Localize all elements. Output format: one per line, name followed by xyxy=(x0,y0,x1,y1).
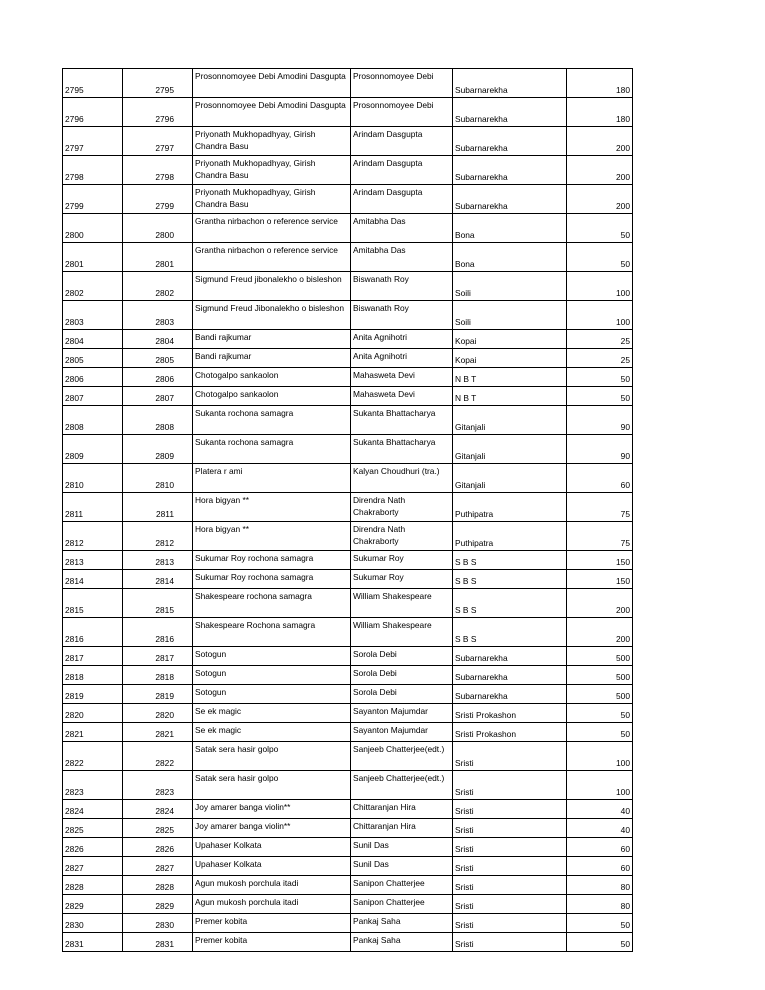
publisher-cell: Sristi Prokashon xyxy=(453,704,567,723)
book-title-cell: Sotogun xyxy=(193,647,351,666)
book-title-cell: Sukumar Roy rochona samagra xyxy=(193,570,351,589)
book-title-cell: Joy amarer banga violin** xyxy=(193,800,351,819)
book-title-cell: Sotogun xyxy=(193,666,351,685)
publisher-cell: Subarnarekha xyxy=(453,98,567,127)
serial-number-cell: 2826 xyxy=(63,838,123,857)
serial-number-cell: 2797 xyxy=(63,127,123,156)
publisher-cell: Sristi xyxy=(453,933,567,952)
accession-number-cell: 2831 xyxy=(123,933,193,952)
author-cell: Sanjeeb Chatterjee(edt.) xyxy=(351,771,453,800)
publisher-cell: Subarnarekha xyxy=(453,685,567,704)
price-cell: 100 xyxy=(567,301,633,330)
table-row xyxy=(63,127,633,156)
book-title-cell: Grantha nirbachon o reference service xyxy=(193,214,351,243)
table-row xyxy=(63,914,633,933)
book-title-cell: Prosonnomoyee Debi Amodini Dasgupta xyxy=(193,98,351,127)
publisher-cell: Subarnarekha xyxy=(453,647,567,666)
price-cell: 50 xyxy=(567,723,633,742)
accession-number-cell: 2827 xyxy=(123,857,193,876)
book-title-cell: Upahaser Kolkata xyxy=(193,857,351,876)
price-cell: 500 xyxy=(567,685,633,704)
book-title-cell: Joy amarer banga violin** xyxy=(193,819,351,838)
price-cell: 200 xyxy=(567,618,633,647)
accession-number-cell: 2830 xyxy=(123,914,193,933)
serial-number-cell: 2816 xyxy=(63,618,123,647)
price-cell: 90 xyxy=(567,406,633,435)
price-cell: 60 xyxy=(567,838,633,857)
author-cell: Pankaj Saha xyxy=(351,914,453,933)
serial-number-cell: 2802 xyxy=(63,272,123,301)
price-cell: 40 xyxy=(567,800,633,819)
author-cell: William Shakespeare xyxy=(351,589,453,618)
accession-number-cell: 2813 xyxy=(123,551,193,570)
publisher-cell: Sristi xyxy=(453,819,567,838)
serial-number-cell: 2804 xyxy=(63,330,123,349)
table-row xyxy=(63,243,633,272)
author-cell: Arindam Dasgupta xyxy=(351,127,453,156)
serial-number-cell: 2815 xyxy=(63,589,123,618)
book-title-cell: Prosonnomoyee Debi Amodini Dasgupta xyxy=(193,69,351,98)
accession-number-cell: 2804 xyxy=(123,330,193,349)
author-cell: Prosonnomoyee Debi xyxy=(351,69,453,98)
accession-number-cell: 2801 xyxy=(123,243,193,272)
serial-number-cell: 2831 xyxy=(63,933,123,952)
price-cell: 90 xyxy=(567,435,633,464)
serial-number-cell: 2812 xyxy=(63,522,123,551)
serial-number-cell: 2803 xyxy=(63,301,123,330)
serial-number-cell: 2796 xyxy=(63,98,123,127)
accession-number-cell: 2826 xyxy=(123,838,193,857)
book-title-cell: Priyonath Mukhopadhyay, Girish Chandra Basu xyxy=(193,127,351,156)
author-cell: Sayanton Majumdar xyxy=(351,704,453,723)
publisher-cell: Subarnarekha xyxy=(453,127,567,156)
publisher-cell: Sristi xyxy=(453,771,567,800)
author-cell: Sukanta Bhattacharya xyxy=(351,406,453,435)
price-cell: 50 xyxy=(567,914,633,933)
table-row xyxy=(63,349,633,368)
price-cell: 50 xyxy=(567,387,633,406)
author-cell: Prosonnomoyee Debi xyxy=(351,98,453,127)
price-cell: 500 xyxy=(567,647,633,666)
publisher-cell: Subarnarekha xyxy=(453,156,567,185)
book-list-table xyxy=(62,68,633,952)
price-cell: 200 xyxy=(567,589,633,618)
price-cell: 500 xyxy=(567,666,633,685)
publisher-cell: Sristi xyxy=(453,914,567,933)
serial-number-cell: 2811 xyxy=(63,493,123,522)
table-row xyxy=(63,522,633,551)
serial-number-cell: 2819 xyxy=(63,685,123,704)
serial-number-cell: 2829 xyxy=(63,895,123,914)
price-cell: 80 xyxy=(567,895,633,914)
table-row xyxy=(63,301,633,330)
table-row xyxy=(63,723,633,742)
price-cell: 25 xyxy=(567,330,633,349)
book-title-cell: Premer kobita xyxy=(193,933,351,952)
book-title-cell: Bandi rajkumar xyxy=(193,330,351,349)
author-cell: Sukumar Roy xyxy=(351,551,453,570)
accession-number-cell: 2798 xyxy=(123,156,193,185)
publisher-cell: N B T xyxy=(453,368,567,387)
author-cell: Sorola Debi xyxy=(351,685,453,704)
accession-number-cell: 2797 xyxy=(123,127,193,156)
accession-number-cell: 2808 xyxy=(123,406,193,435)
price-cell: 200 xyxy=(567,156,633,185)
publisher-cell: S B S xyxy=(453,589,567,618)
serial-number-cell: 2820 xyxy=(63,704,123,723)
accession-number-cell: 2811 xyxy=(123,493,193,522)
serial-number-cell: 2805 xyxy=(63,349,123,368)
publisher-cell: Sristi xyxy=(453,838,567,857)
table-row xyxy=(63,406,633,435)
table-row xyxy=(63,647,633,666)
table-row xyxy=(63,838,633,857)
author-cell: Sayanton Majumdar xyxy=(351,723,453,742)
publisher-cell: Gitanjali xyxy=(453,464,567,493)
price-cell: 180 xyxy=(567,69,633,98)
serial-number-cell: 2818 xyxy=(63,666,123,685)
table-row xyxy=(63,69,633,98)
table-row xyxy=(63,771,633,800)
author-cell: Mahasweta Devi xyxy=(351,368,453,387)
accession-number-cell: 2803 xyxy=(123,301,193,330)
accession-number-cell: 2806 xyxy=(123,368,193,387)
serial-number-cell: 2808 xyxy=(63,406,123,435)
publisher-cell: Puthipatra xyxy=(453,493,567,522)
price-cell: 100 xyxy=(567,272,633,301)
author-cell: William Shakespeare xyxy=(351,618,453,647)
price-cell: 150 xyxy=(567,551,633,570)
author-cell: Amitabha Das xyxy=(351,214,453,243)
accession-number-cell: 2829 xyxy=(123,895,193,914)
accession-number-cell: 2819 xyxy=(123,685,193,704)
price-cell: 180 xyxy=(567,98,633,127)
book-title-cell: Agun mukosh porchula itadi xyxy=(193,876,351,895)
author-cell: Biswanath Roy xyxy=(351,272,453,301)
price-cell: 50 xyxy=(567,243,633,272)
price-cell: 25 xyxy=(567,349,633,368)
book-title-cell: Se ek magic xyxy=(193,723,351,742)
author-cell: Sukanta Bhattacharya xyxy=(351,435,453,464)
author-cell: Direndra Nath Chakraborty xyxy=(351,493,453,522)
book-title-cell: Priyonath Mukhopadhyay, Girish Chandra Basu xyxy=(193,185,351,214)
price-cell: 200 xyxy=(567,127,633,156)
table-row xyxy=(63,387,633,406)
table-row xyxy=(63,330,633,349)
accession-number-cell: 2816 xyxy=(123,618,193,647)
serial-number-cell: 2813 xyxy=(63,551,123,570)
accession-number-cell: 2796 xyxy=(123,98,193,127)
book-title-cell: Chotogalpo sankaolon xyxy=(193,368,351,387)
accession-number-cell: 2814 xyxy=(123,570,193,589)
book-title-cell: Se ek magic xyxy=(193,704,351,723)
publisher-cell: Subarnarekha xyxy=(453,69,567,98)
publisher-cell: S B S xyxy=(453,551,567,570)
table-row xyxy=(63,272,633,301)
serial-number-cell: 2806 xyxy=(63,368,123,387)
table-row xyxy=(63,368,633,387)
accession-number-cell: 2822 xyxy=(123,742,193,771)
author-cell: Chittaranjan Hira xyxy=(351,800,453,819)
table-body xyxy=(63,69,633,952)
accession-number-cell: 2799 xyxy=(123,185,193,214)
book-title-cell: Shakespeare rochona samagra xyxy=(193,589,351,618)
author-cell: Mahasweta Devi xyxy=(351,387,453,406)
serial-number-cell: 2795 xyxy=(63,69,123,98)
price-cell: 50 xyxy=(567,704,633,723)
serial-number-cell: 2798 xyxy=(63,156,123,185)
publisher-cell: Sristi xyxy=(453,800,567,819)
book-title-cell: Priyonath Mukhopadhyay, Girish Chandra Basu xyxy=(193,156,351,185)
table-row xyxy=(63,464,633,493)
price-cell: 100 xyxy=(567,742,633,771)
accession-number-cell: 2807 xyxy=(123,387,193,406)
price-cell: 100 xyxy=(567,771,633,800)
price-cell: 75 xyxy=(567,493,633,522)
accession-number-cell: 2825 xyxy=(123,819,193,838)
price-cell: 50 xyxy=(567,368,633,387)
publisher-cell: Kopai xyxy=(453,330,567,349)
publisher-cell: Gitanjali xyxy=(453,406,567,435)
table-row xyxy=(63,666,633,685)
accession-number-cell: 2818 xyxy=(123,666,193,685)
serial-number-cell: 2825 xyxy=(63,819,123,838)
accession-number-cell: 2795 xyxy=(123,69,193,98)
serial-number-cell: 2810 xyxy=(63,464,123,493)
author-cell: Sunil Das xyxy=(351,857,453,876)
publisher-cell: Sristi xyxy=(453,857,567,876)
price-cell: 50 xyxy=(567,933,633,952)
serial-number-cell: 2830 xyxy=(63,914,123,933)
price-cell: 60 xyxy=(567,857,633,876)
publisher-cell: N B T xyxy=(453,387,567,406)
serial-number-cell: 2828 xyxy=(63,876,123,895)
accession-number-cell: 2823 xyxy=(123,771,193,800)
accession-number-cell: 2805 xyxy=(123,349,193,368)
serial-number-cell: 2807 xyxy=(63,387,123,406)
price-cell: 40 xyxy=(567,819,633,838)
price-cell: 60 xyxy=(567,464,633,493)
book-title-cell: Chotogalpo sankaolon xyxy=(193,387,351,406)
table-row xyxy=(63,214,633,243)
author-cell: Sanjeeb Chatterjee(edt.) xyxy=(351,742,453,771)
table-row xyxy=(63,98,633,127)
table-row xyxy=(63,185,633,214)
book-title-cell: Shakespeare Rochona samagra xyxy=(193,618,351,647)
book-title-cell: Hora bigyan ** xyxy=(193,493,351,522)
serial-number-cell: 2822 xyxy=(63,742,123,771)
publisher-cell: Kopai xyxy=(453,349,567,368)
table-row xyxy=(63,493,633,522)
author-cell: Sanipon Chatterjee xyxy=(351,876,453,895)
table-row xyxy=(63,800,633,819)
price-cell: 80 xyxy=(567,876,633,895)
accession-number-cell: 2809 xyxy=(123,435,193,464)
author-cell: Biswanath Roy xyxy=(351,301,453,330)
book-title-cell: Sotogun xyxy=(193,685,351,704)
accession-number-cell: 2810 xyxy=(123,464,193,493)
serial-number-cell: 2809 xyxy=(63,435,123,464)
author-cell: Sorola Debi xyxy=(351,666,453,685)
author-cell: Anita Agnihotri xyxy=(351,330,453,349)
table-row xyxy=(63,895,633,914)
publisher-cell: Sristi xyxy=(453,895,567,914)
serial-number-cell: 2817 xyxy=(63,647,123,666)
table-row xyxy=(63,570,633,589)
publisher-cell: Sristi xyxy=(453,742,567,771)
publisher-cell: S B S xyxy=(453,618,567,647)
accession-number-cell: 2817 xyxy=(123,647,193,666)
book-title-cell: Satak sera hasir golpo xyxy=(193,771,351,800)
serial-number-cell: 2814 xyxy=(63,570,123,589)
book-title-cell: Grantha nirbachon o reference service xyxy=(193,243,351,272)
author-cell: Sanipon Chatterjee xyxy=(351,895,453,914)
publisher-cell: Soili xyxy=(453,301,567,330)
author-cell: Chittaranjan Hira xyxy=(351,819,453,838)
publisher-cell: S B S xyxy=(453,570,567,589)
book-title-cell: Platera r ami xyxy=(193,464,351,493)
publisher-cell: Bona xyxy=(453,214,567,243)
publisher-cell: Puthipatra xyxy=(453,522,567,551)
accession-number-cell: 2820 xyxy=(123,704,193,723)
table-row xyxy=(63,857,633,876)
serial-number-cell: 2824 xyxy=(63,800,123,819)
price-cell: 75 xyxy=(567,522,633,551)
author-cell: Direndra Nath Chakraborty xyxy=(351,522,453,551)
accession-number-cell: 2828 xyxy=(123,876,193,895)
book-title-cell: Premer kobita xyxy=(193,914,351,933)
table-row xyxy=(63,819,633,838)
publisher-cell: Gitanjali xyxy=(453,435,567,464)
table-row xyxy=(63,876,633,895)
price-cell: 150 xyxy=(567,570,633,589)
table-row xyxy=(63,933,633,952)
author-cell: Amitabha Das xyxy=(351,243,453,272)
book-title-cell: Sukumar Roy rochona samagra xyxy=(193,551,351,570)
author-cell: Sunil Das xyxy=(351,838,453,857)
publisher-cell: Subarnarekha xyxy=(453,185,567,214)
accession-number-cell: 2812 xyxy=(123,522,193,551)
serial-number-cell: 2823 xyxy=(63,771,123,800)
serial-number-cell: 2801 xyxy=(63,243,123,272)
serial-number-cell: 2821 xyxy=(63,723,123,742)
table-row xyxy=(63,704,633,723)
table-row xyxy=(63,156,633,185)
accession-number-cell: 2802 xyxy=(123,272,193,301)
serial-number-cell: 2827 xyxy=(63,857,123,876)
author-cell: Sukumar Roy xyxy=(351,570,453,589)
serial-number-cell: 2800 xyxy=(63,214,123,243)
book-title-cell: Hora bigyan ** xyxy=(193,522,351,551)
table-row xyxy=(63,742,633,771)
publisher-cell: Sristi Prokashon xyxy=(453,723,567,742)
publisher-cell: Subarnarekha xyxy=(453,666,567,685)
price-cell: 50 xyxy=(567,214,633,243)
book-title-cell: Sigmund Freud jibonalekho o bisleshon xyxy=(193,272,351,301)
table-row xyxy=(63,551,633,570)
accession-number-cell: 2800 xyxy=(123,214,193,243)
price-cell: 200 xyxy=(567,185,633,214)
accession-number-cell: 2824 xyxy=(123,800,193,819)
publisher-cell: Bona xyxy=(453,243,567,272)
table-row xyxy=(63,435,633,464)
publisher-cell: Soili xyxy=(453,272,567,301)
table-row xyxy=(63,618,633,647)
book-title-cell: Bandi rajkumar xyxy=(193,349,351,368)
table-row xyxy=(63,589,633,618)
serial-number-cell: 2799 xyxy=(63,185,123,214)
accession-number-cell: 2815 xyxy=(123,589,193,618)
author-cell: Kalyan Choudhuri (tra.) xyxy=(351,464,453,493)
book-title-cell: Agun mukosh porchula itadi xyxy=(193,895,351,914)
publisher-cell: Sristi xyxy=(453,876,567,895)
accession-number-cell: 2821 xyxy=(123,723,193,742)
author-cell: Sorola Debi xyxy=(351,647,453,666)
author-cell: Arindam Dasgupta xyxy=(351,156,453,185)
author-cell: Arindam Dasgupta xyxy=(351,185,453,214)
author-cell: Pankaj Saha xyxy=(351,933,453,952)
book-title-cell: Upahaser Kolkata xyxy=(193,838,351,857)
table-row xyxy=(63,685,633,704)
author-cell: Anita Agnihotri xyxy=(351,349,453,368)
book-title-cell: Sukanta rochona samagra xyxy=(193,435,351,464)
book-title-cell: Satak sera hasir golpo xyxy=(193,742,351,771)
book-title-cell: Sukanta rochona samagra xyxy=(193,406,351,435)
book-title-cell: Sigmund Freud Jibonalekho o bisleshon xyxy=(193,301,351,330)
